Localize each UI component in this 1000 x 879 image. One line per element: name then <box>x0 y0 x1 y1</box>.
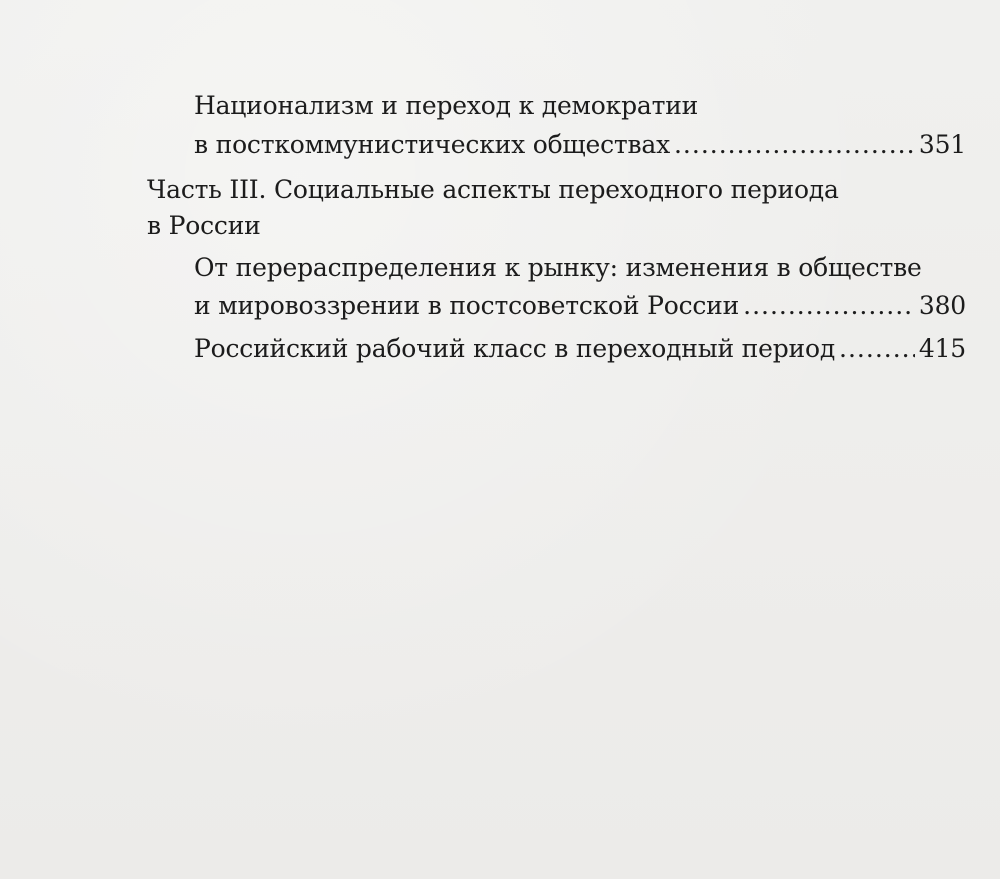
dot-leader <box>674 125 915 165</box>
toc-entry-4-page: 415 <box>918 334 966 363</box>
dot-leader <box>743 286 915 326</box>
toc-entry-1-line-1: Национализм и переход к демократии <box>194 91 699 120</box>
dot-leader <box>839 329 915 369</box>
toc-entry-1-title-end: в посткоммунистических обществах <box>194 130 670 159</box>
toc-entry-4-line-1 <box>194 329 966 369</box>
toc-part-heading-line-2: в России <box>147 211 261 240</box>
toc-entry-4-title: Российский рабочий класс в переходный период <box>194 334 836 363</box>
toc-entry-1-line-2 <box>194 125 966 165</box>
toc-entry-3-line-2 <box>194 286 966 326</box>
toc-part-heading-line-1: Часть III. Социальные аспекты переходного периода <box>147 175 839 204</box>
toc-entry-3-title-end: и мировоззрении в постсоветской России <box>194 291 740 320</box>
toc-entry-1-page: 351 <box>918 130 966 159</box>
toc-entry-3-page: 380 <box>918 291 966 320</box>
toc-entry-3-line-1: От перераспределения к рынку: изменения в обществе <box>194 253 922 282</box>
